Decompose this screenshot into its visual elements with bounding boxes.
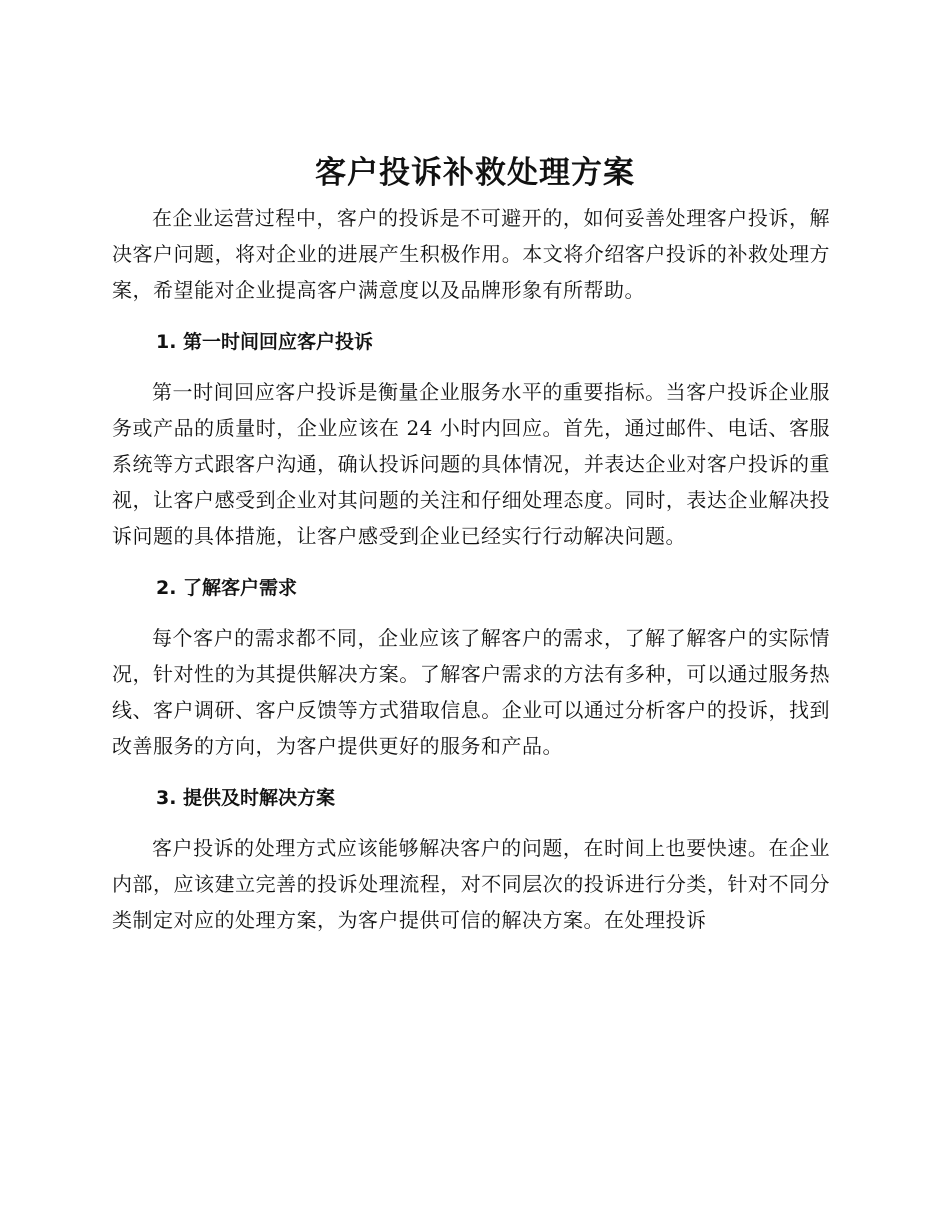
section-1	[112, 324, 830, 554]
section-heading: 1. 第一时间回应客户投诉	[156, 331, 374, 353]
document-title: 客户投诉补救处理方案	[315, 155, 635, 191]
section-3	[112, 780, 830, 938]
section-heading: 2. 了解客户需求	[156, 577, 298, 599]
section-2	[112, 570, 830, 764]
intro-paragraph: 在企业运营过程中，客户的投诉是不可避开的，如何妥善处理客户投诉，解决客户问题，将对企业的进展产生积极作用。本文将介绍客户投诉的补救处理方案，希望能对企业提高客户满意度以及品牌形象有所帮助。	[112, 206, 830, 302]
document-body	[112, 200, 830, 938]
section-heading: 3. 提供及时解决方案	[156, 787, 336, 809]
section-paragraph: 第一时间回应客户投诉是衡量企业服务水平的重要指标。当客户投诉企业服务或产品的质量时，企业应该在 24 小时内回应。首先，通过邮件、电话、客服系统等方式跟客户沟通，确认投诉问题的具体情况，并表达企业对客户投诉的重视，让客户感受到企业对其问题的关注和仔细处理态度。同时，表达企业解决投诉问题的具体措施，让客户感受到企业已经实行行动解决问题。	[112, 380, 830, 548]
section-paragraph: 客户投诉的处理方式应该能够解决客户的问题，在时间上也要快速。在企业内部，应该建立完善的投诉处理流程，对不同层次的投诉进行分类，针对不同分类制定对应的处理方案，为客户提供可信的解决方案。在处理投诉	[112, 836, 830, 932]
section-paragraph: 每个客户的需求都不同，企业应该了解客户的需求，了解了解客户的实际情况，针对性的为其提供解决方案。了解客户需求的方法有多种，可以通过服务热线、客户调研、客户反馈等方式猎取信息。企业可以通过分析客户的投诉，找到改善服务的方向，为客户提供更好的服务和产品。	[112, 626, 830, 758]
